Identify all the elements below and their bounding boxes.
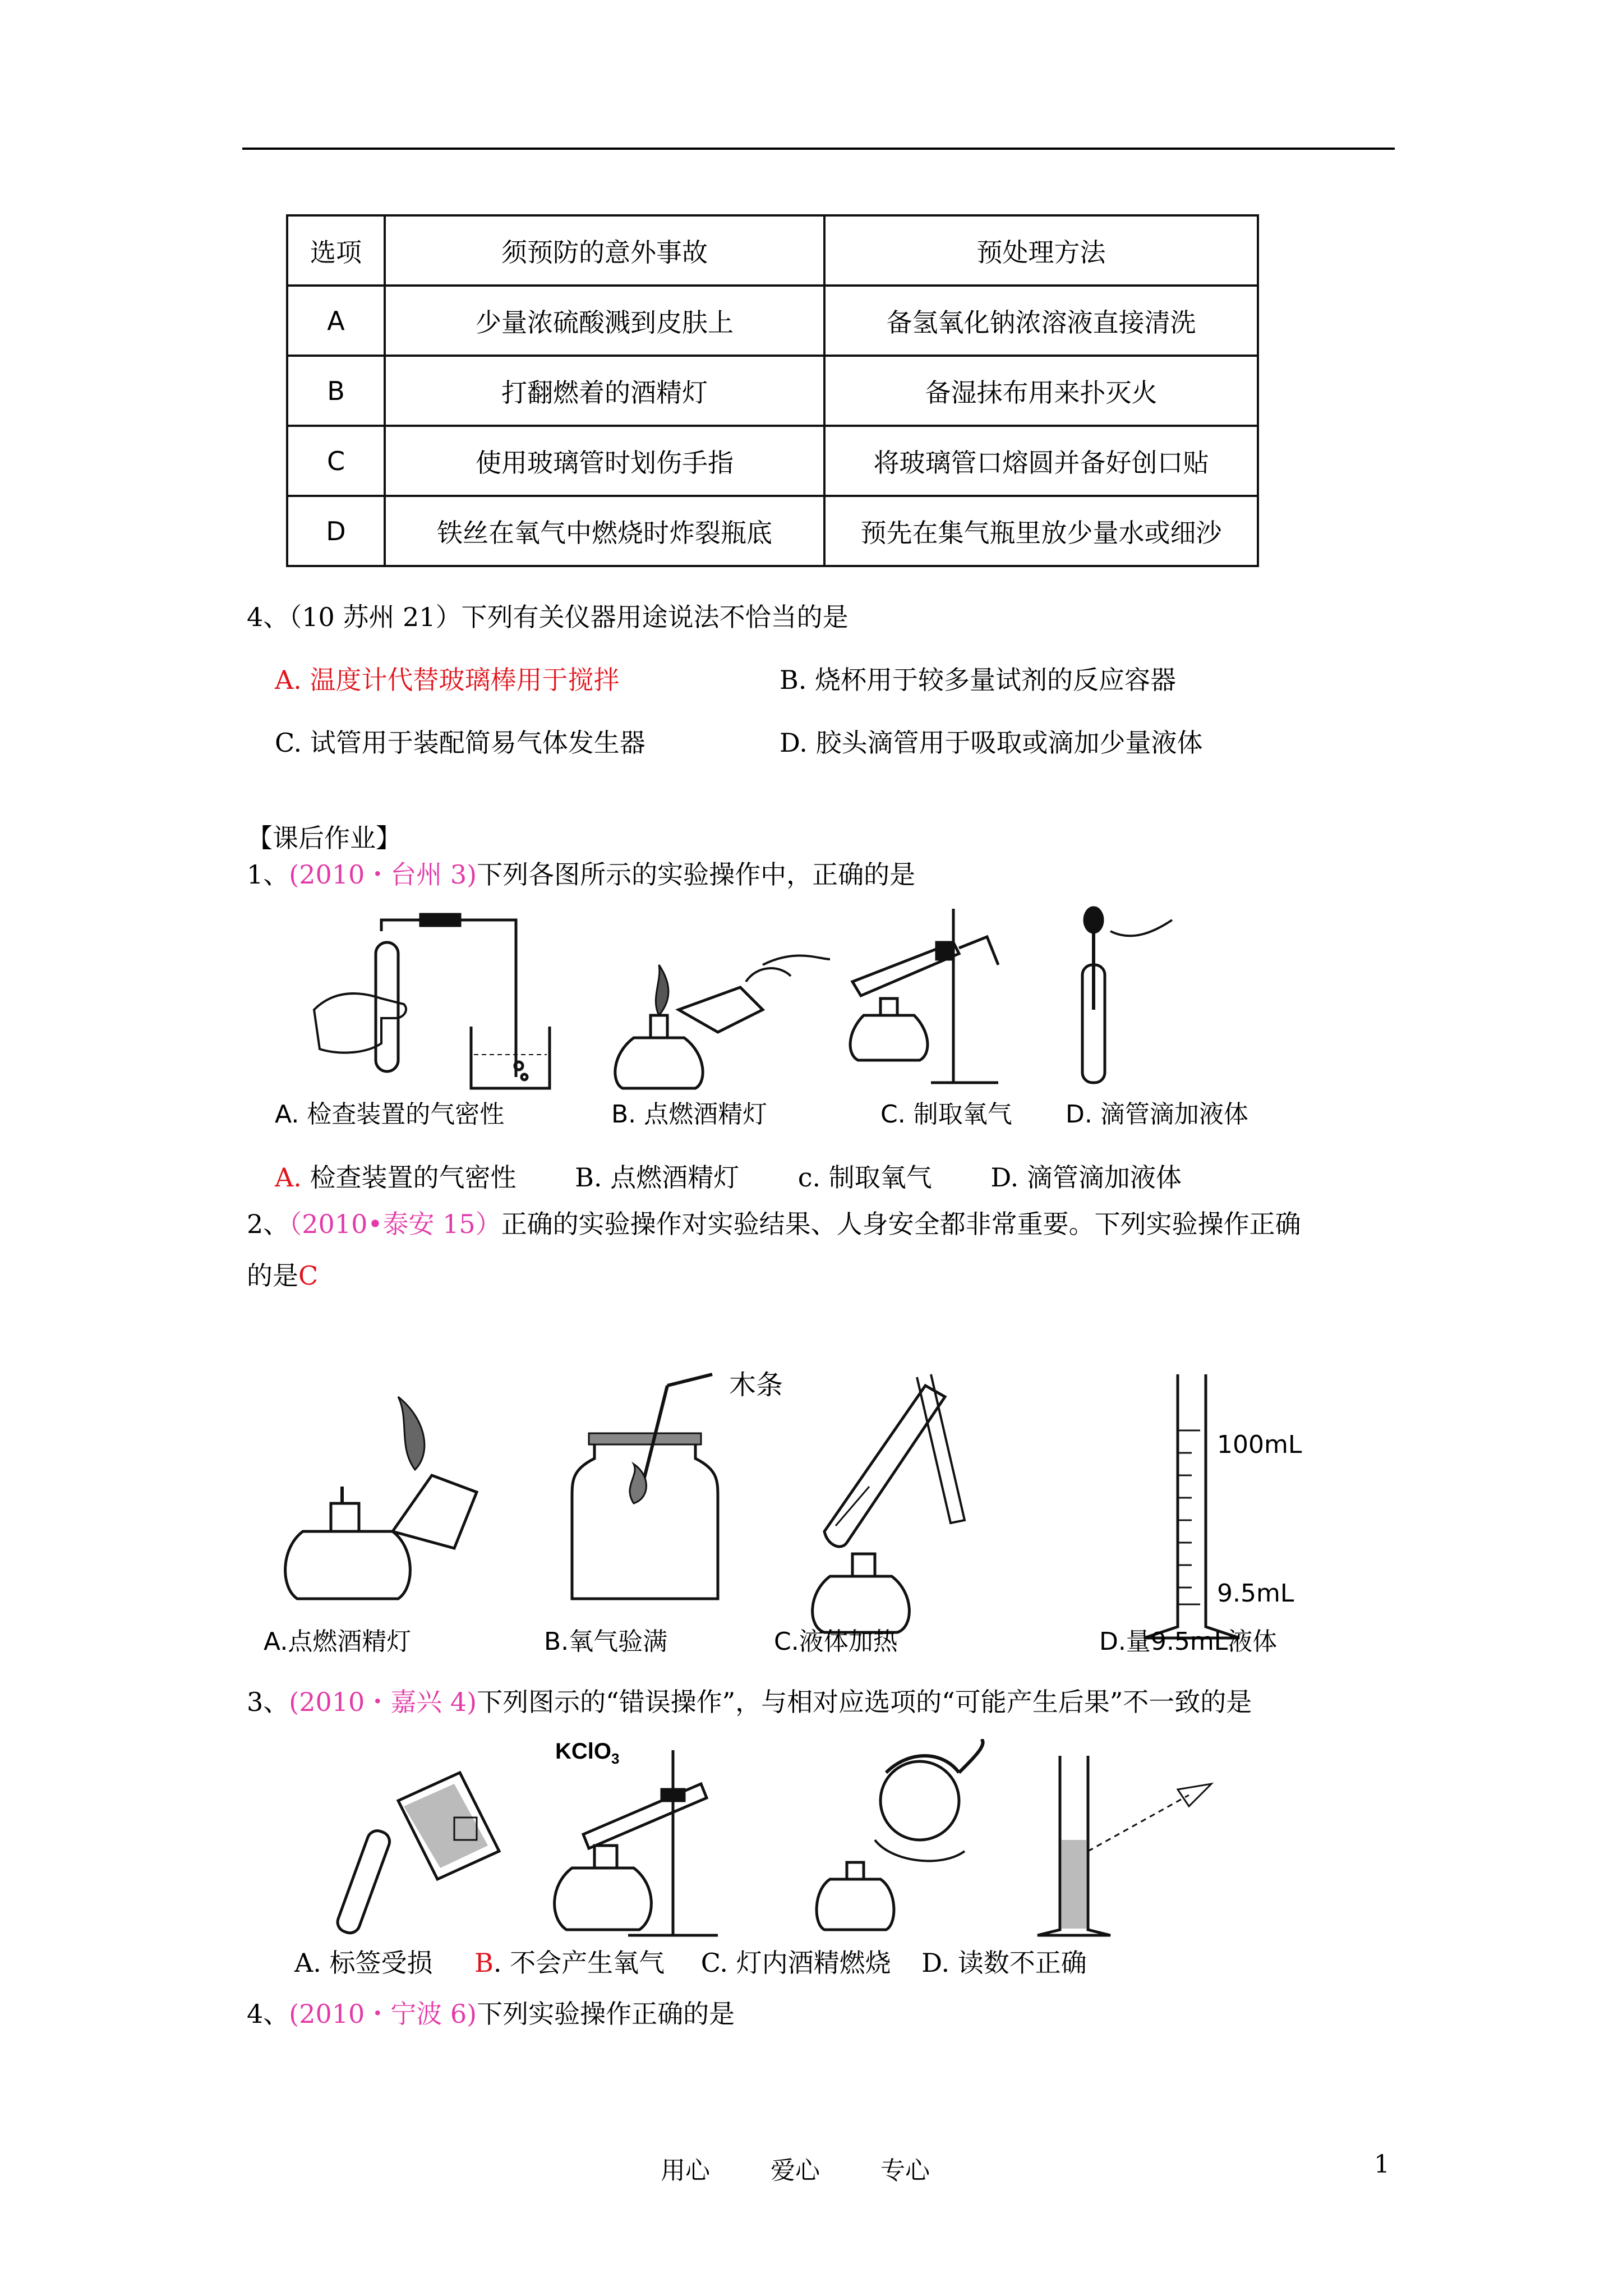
hw1-answer-c: c. 制取氧气 [797, 1162, 932, 1193]
footer-item: 用心 [661, 2156, 710, 2185]
kclo3-subscript: 3 [611, 1750, 620, 1767]
hw3-stem: 下列图示的“错误操作”，与相对应选项的“可能产生后果”不一致的是 [477, 1687, 1252, 1717]
table-cell: A [287, 286, 385, 356]
hw3-option-b-letter: B [474, 1948, 494, 1978]
pouring-icon [335, 1773, 499, 1936]
hw2-line1 [247, 1206, 1301, 1242]
table-header-cell: 须预防的意外事故 [385, 215, 824, 286]
blowing-lamp-icon [817, 1739, 983, 1930]
kclo3-label [555, 1739, 619, 1768]
accident-table [286, 214, 1259, 567]
hw1-fig-caption-b: B. 点燃酒精灯 [611, 1100, 768, 1129]
hw3-option-b-text: . 不会产生氧气 [493, 1948, 665, 1978]
hw2-stem1: 正确的实验操作对实验结果、人身安全都非常重要。下列实验操作正确 [501, 1209, 1301, 1239]
cylinder-95ml-label: 9.5mL [1217, 1579, 1294, 1608]
hw1-answer-letter: A. [275, 1162, 302, 1193]
table-cell: C [287, 426, 385, 496]
table-header-cell: 选项 [287, 215, 385, 286]
dropper-icon [1082, 908, 1172, 1083]
oxygen-prep-icon [850, 909, 998, 1083]
hw1-answer-line [275, 1159, 1182, 1195]
airtight-check-icon [314, 914, 550, 1088]
hw1-fig-caption-c: C. 制取氧气 [880, 1100, 1012, 1129]
hw3-options-line [294, 1945, 1087, 1981]
hw1-num: 1、 [247, 859, 289, 890]
header-rule [242, 148, 1395, 150]
q4-option-a: A. 温度计代替玻璃棒用于搅拌 [275, 665, 620, 695]
hw3-num: 3、 [247, 1687, 289, 1717]
hw1-answer-a: 检查装置的气密性 [310, 1162, 517, 1193]
kclo3-text: KClO [555, 1739, 611, 1764]
hw3-source: (2010・嘉兴 4) [289, 1687, 477, 1717]
hw3-figure [314, 1739, 1267, 1941]
table-cell: 备氢氧化钠浓溶液直接清洗 [824, 286, 1258, 356]
hw1-fig-caption-d: D. 滴管滴加液体 [1066, 1100, 1248, 1129]
table-cell: B [287, 356, 385, 426]
table-row [287, 356, 1258, 426]
table-cell: 使用玻璃管时划伤手指 [385, 426, 824, 496]
hw1-figure [269, 898, 1279, 1139]
hw3-option-c: C. 灯内酒精燃烧 [700, 1948, 891, 1978]
table-cell: D [287, 496, 385, 566]
hw3-line [247, 1684, 1252, 1720]
q4-stem: 4、（10 苏州 21）下列有关仪器用途说法不恰当的是 [247, 602, 849, 632]
table-row [287, 496, 1258, 566]
table-cell: 铁丝在氧气中燃烧时炸裂瓶底 [385, 496, 824, 566]
hw2-caption-a: A.点燃酒精灯 [264, 1627, 412, 1656]
hw1-answer-d: D. 滴管滴加液体 [990, 1162, 1182, 1193]
hw2-source: （2010•泰安 15） [289, 1209, 501, 1239]
lighting-lamp-icon [285, 1397, 477, 1599]
hw4-source: (2010・宁波 6) [289, 1999, 477, 2029]
hw1-source: (2010・台州 3) [289, 859, 477, 890]
hw4-num: 4、 [247, 1999, 289, 2029]
hw2-stem2: 的是 [247, 1260, 298, 1291]
table-cell: 备湿抹布用来扑灭火 [824, 356, 1258, 426]
hw1-line [247, 857, 915, 892]
hw1-answer-b: B. 点燃酒精灯 [575, 1162, 740, 1193]
hw2-caption-c: C.液体加热 [774, 1627, 898, 1656]
hw2-figure [264, 1363, 1329, 1655]
table-cell: 预先在集气瓶里放少量水或细沙 [824, 496, 1258, 566]
footer-item: 爱心 [771, 2156, 820, 2185]
table-cell: 打翻燃着的酒精灯 [385, 356, 824, 426]
table-row [287, 426, 1258, 496]
table-header-row [287, 215, 1258, 286]
table-cell: 将玻璃管口熔圆并备好创口贴 [824, 426, 1258, 496]
hw4-line [247, 1996, 735, 2032]
cylinder-100ml-label: 100mL [1217, 1430, 1302, 1459]
table-cell: 少量浓硫酸溅到皮肤上 [385, 286, 824, 356]
alcohol-lamp-icon [615, 955, 830, 1088]
kclo3-heating-icon [555, 1750, 718, 1935]
hw3-option-a: A. 标签受损 [294, 1948, 433, 1978]
hw2-num: 2、 [247, 1209, 289, 1239]
hw2-answer: C [298, 1260, 319, 1291]
gas-bottle-icon [572, 1374, 718, 1599]
hw2-caption-d: D.量9.5mL液体 [1099, 1627, 1278, 1656]
page-number: 1 [1374, 2150, 1390, 2179]
table-header-cell: 预处理方法 [824, 215, 1258, 286]
table-row [287, 286, 1258, 356]
q4-option-b: B. 烧杯用于较多量试剂的反应容器 [780, 665, 1177, 695]
footer-item: 专心 [880, 2156, 930, 2185]
wood-stick-label: 木条 [729, 1369, 783, 1401]
hw1-fig-caption-a: A. 检查装置的气密性 [275, 1100, 505, 1129]
hw3-option-d: D. 读数不正确 [921, 1948, 1087, 1978]
hw2-line2 [247, 1258, 318, 1294]
hw4-stem: 下列实验操作正确的是 [477, 1999, 735, 2029]
hw2-caption-b: B.氧气验满 [544, 1627, 668, 1656]
cylinder-reading-icon [1038, 1756, 1211, 1935]
hw1-stem: 下列各图所示的实验操作中，正确的是 [477, 859, 916, 890]
liquid-heating-icon [813, 1374, 965, 1632]
homework-title: 【课后作业】 [247, 823, 402, 853]
q4-option-c: C. 试管用于装配简易气体发生器 [275, 728, 645, 758]
q4-option-d: D. 胶头滴管用于吸取或滴加少量液体 [780, 728, 1203, 758]
